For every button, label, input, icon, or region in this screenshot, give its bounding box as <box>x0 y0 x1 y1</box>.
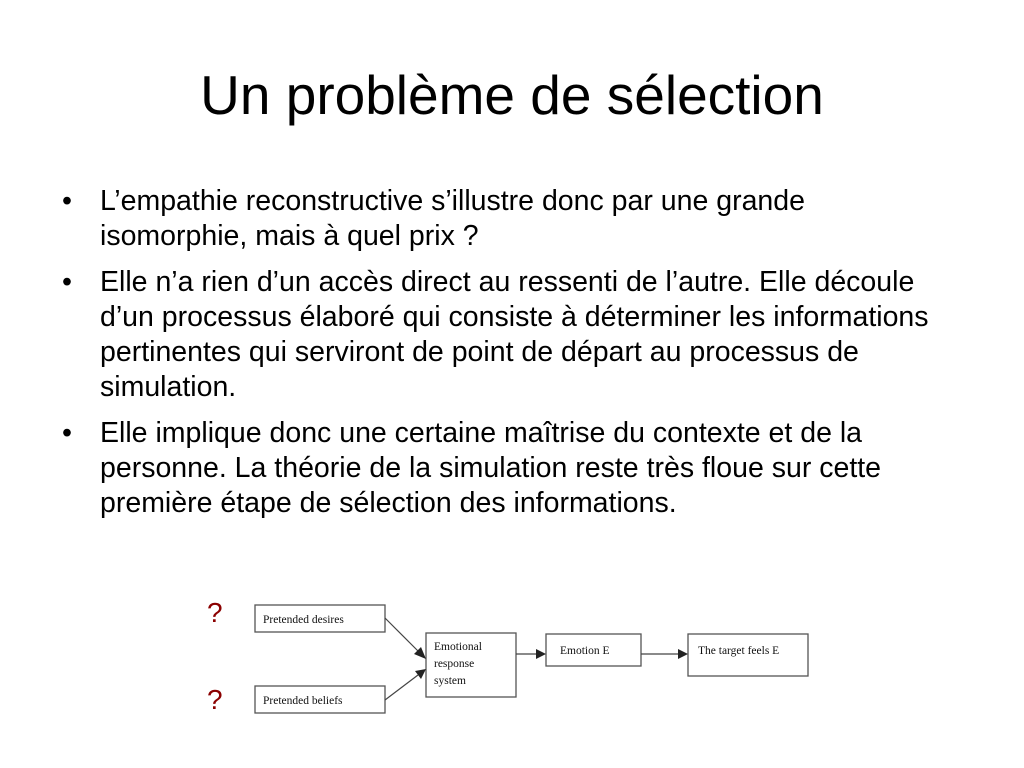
box-pretended-desires <box>255 605 385 632</box>
slide-title: Un problème de sélection <box>200 64 824 126</box>
arrow-system-to-emotion <box>516 649 546 659</box>
diagram-canvas <box>195 592 825 722</box>
arrow-beliefs-to-system <box>385 669 426 700</box>
bullet-item <box>60 416 960 521</box>
label-target-feels: The target feels E <box>698 645 780 657</box>
bullet-item <box>60 184 960 254</box>
bullet-text: Elle implique donc une certaine maîtrise du contexte et de la personne. La théorie de la simulation reste très floue sur cette première étape de sélection des informations. <box>100 417 882 519</box>
label-emotion-e: Emotion E <box>560 645 610 657</box>
question-mark-beliefs: ? <box>207 684 223 715</box>
box-emotion-e <box>546 634 641 666</box>
label-pretended-desires: Pretended desires <box>263 614 344 626</box>
bullet-item <box>60 265 960 405</box>
bullet-marker: • <box>62 417 72 449</box>
arrow-desires-to-system <box>385 618 426 659</box>
bullet-text: Elle n’a rien d’un accès direct au ressenti de l’autre. Elle découle d’un processus élaboré qui consiste à déterminer les informations pertinentes qui serviront de point de départ au processus de simulation. <box>100 266 929 403</box>
simulation-diagram <box>195 592 825 722</box>
label-pretended-beliefs: Pretended beliefs <box>263 695 343 707</box>
arrow-emotion-to-target <box>641 649 688 659</box>
box-target-feels <box>688 634 808 676</box>
bullet-marker: • <box>62 185 72 217</box>
question-mark-desires: ? <box>207 597 223 628</box>
label-emotional-line-1: Emotional <box>434 641 482 653</box>
box-pretended-beliefs <box>255 686 385 713</box>
bullet-text: L’empathie reconstructive s’illustre donc par une grande isomorphie, mais à quel prix ? <box>100 185 805 252</box>
bullet-list <box>60 184 960 532</box>
label-emotional-line-2: response <box>434 658 475 670</box>
bullet-marker: • <box>62 266 72 298</box>
label-emotional-line-3: system <box>434 675 466 687</box>
box-emotional-response-system <box>426 633 516 697</box>
